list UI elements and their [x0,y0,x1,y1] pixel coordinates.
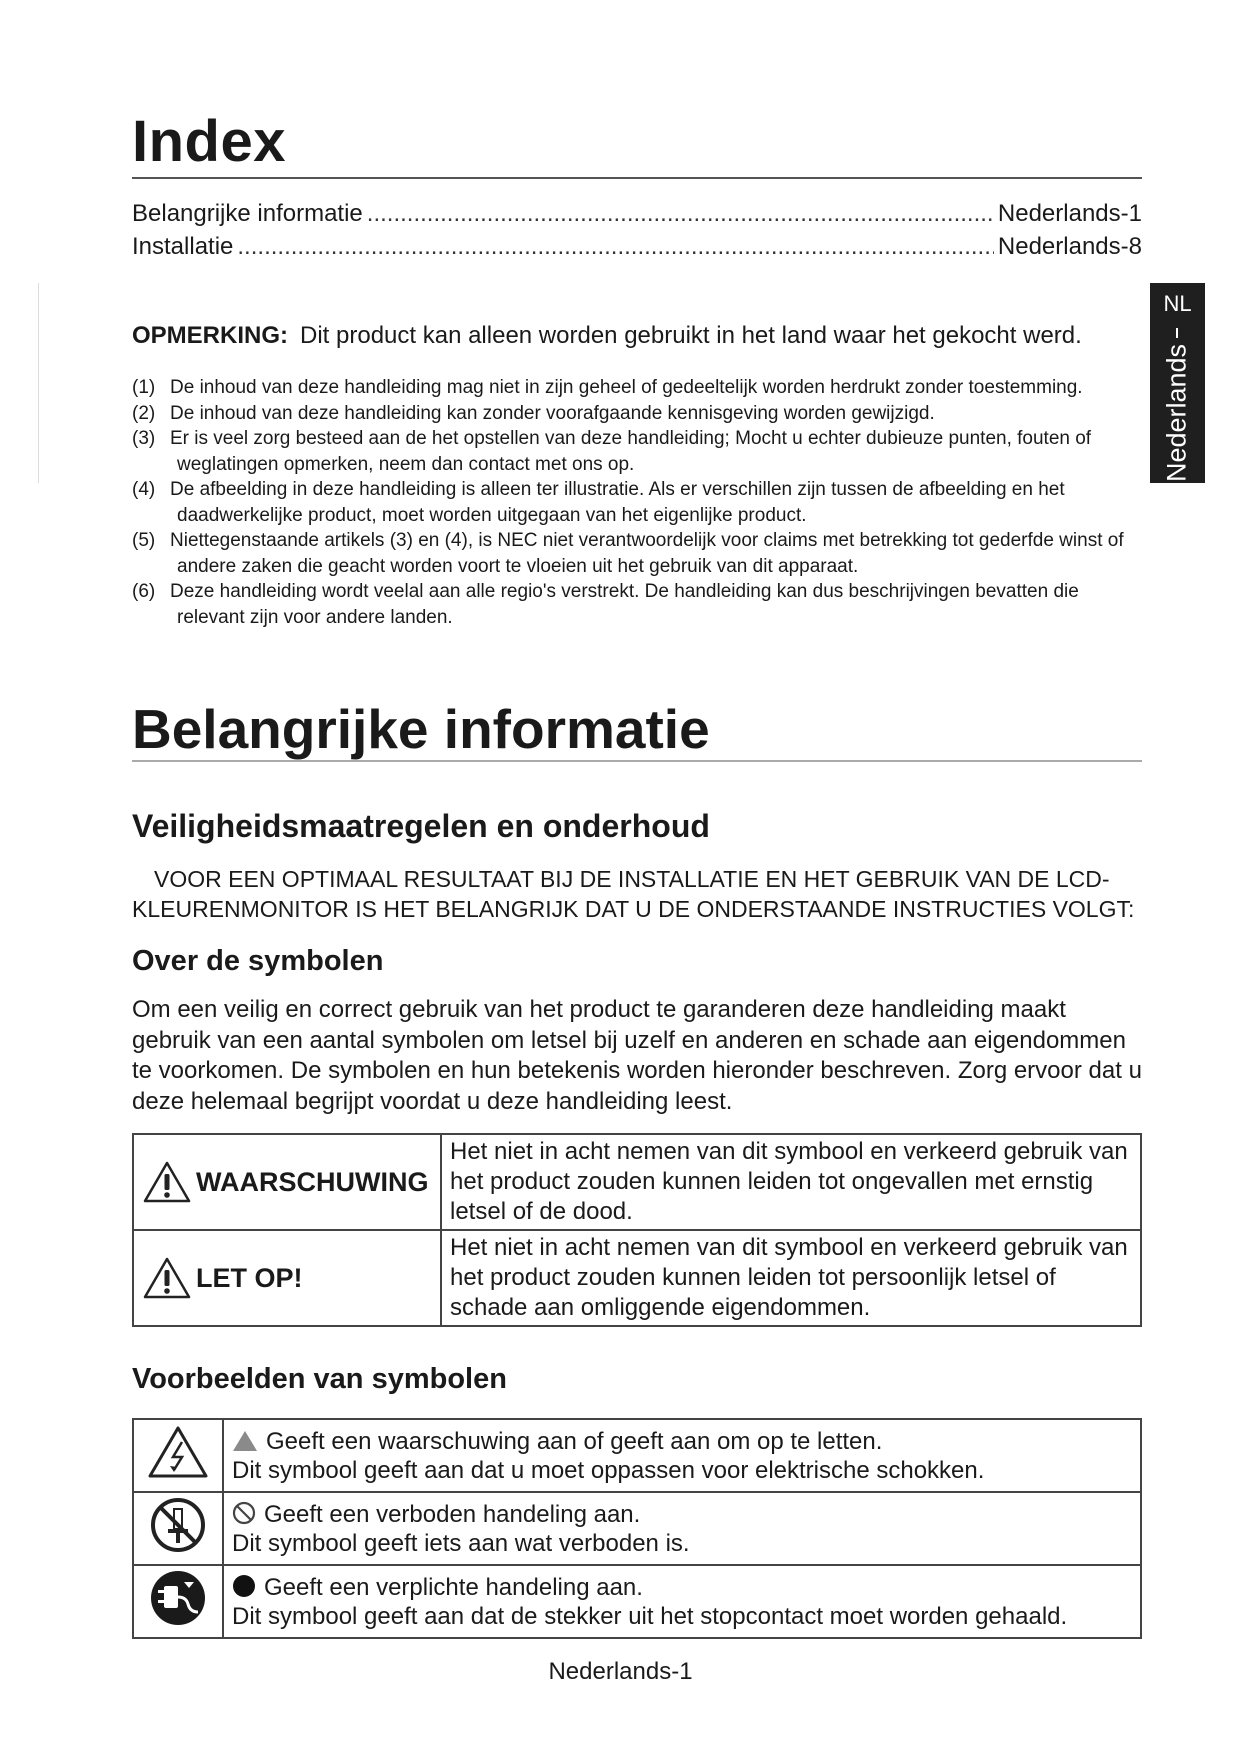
section-title: Belangrijke informatie [132,698,710,760]
toc-entry-label: Installatie [132,233,234,260]
gray-triangle-icon [232,1430,258,1452]
example-line-2: Dit symbool geeft iets aan wat verboden is. [232,1529,690,1557]
toc-entry-label: Belangrijke informatie [132,200,363,227]
list-item-text: Er is veel zorg besteed aan de het opstellen van deze handleiding; Mocht u echter dubieuze punten, fouten of weglatingen opmerken, neem dan contact met ons op. [170,428,1092,475]
example-description [223,1565,1141,1638]
toc-entry[interactable] [132,233,1142,261]
tab-separator [1176,328,1178,338]
toc-entry-page: Nederlands-1 [997,200,1142,227]
section-divider [132,760,1142,762]
example-line-1: Geeft een verboden handeling aan. [264,1500,641,1528]
table-row [133,1134,1141,1230]
list-item-number: (5) [132,530,156,551]
note [132,322,1082,350]
language-name: Nederlands [1161,343,1192,483]
safety-heading: Veiligheidsmaatregelen en onderhoud [132,808,710,844]
do-not-disassemble-icon [148,1495,208,1555]
list-item-number: (1) [132,377,156,398]
symbol-label-cell [133,1134,441,1230]
instruction-notice [132,864,1142,924]
electric-shock-warning-icon [146,1424,210,1480]
list-item [132,579,1142,630]
index-heading: Index [132,109,286,174]
symbol-label: WAARSCHUWING [196,1166,429,1197]
example-icon-cell [133,1419,223,1492]
page-number: Nederlands-1 [548,1658,693,1685]
list-item-number: (4) [132,479,156,500]
symbols-paragraph: Om een veilig en correct gebruik van het product te garanderen deze handleiding maakt gebruik van een aantal symbolen om letsel bij uzelf en anderen en schade aan eigendommen te voorkomen. De symbolen en hun betekenis worden hieronder beschreven. Zorg ervoor dat u deze helemaal begrijpt voordat u deze handleiding leest. [132,996,1142,1115]
prohibition-circle-icon [232,1501,256,1525]
example-description [223,1419,1141,1492]
language-code: NL [1163,291,1192,316]
list-item-number: (3) [132,428,156,449]
table-row [133,1230,1141,1326]
symbol-label: LET OP! [196,1262,303,1293]
symbol-label-cell [133,1230,441,1326]
toc-entry-page: Nederlands-8 [997,233,1142,260]
examples-heading: Voorbeelden van symbolen [132,1363,507,1395]
margin-line [38,283,39,483]
list-item-text: De inhoud van deze handleiding kan zonder voorafgaande kennisgeving worden gewijzigd. [170,402,935,424]
symbol-examples-table [132,1418,1142,1639]
toc-leader-dots [367,200,994,228]
note-label: OPMERKING: [132,322,288,349]
instruction-notice-text: VOOR EEN OPTIMAAL RESULTAAT BIJ DE INSTALLATIE EN HET GEBRUIK VAN DE LCD-KLEURENMONITOR IS HET BELANGRIJK DAT U DE ONDERSTAANDE INSTRUCTIES VOLGT: [132,866,1135,922]
list-item-text: De inhoud van deze handleiding mag niet in zijn geheel of gedeeltelijk worden herdrukt zonder toestemming. [170,377,1083,398]
black-dot-icon [232,1574,256,1598]
table-row [133,1492,1141,1565]
example-line-2: Dit symbool geeft aan dat de stekker uit het stopcontact moet worden gehaald. [232,1602,1068,1630]
example-description [223,1492,1141,1565]
index-divider [132,177,1142,179]
list-item [132,426,1142,477]
example-line-2: Dit symbool geeft aan dat u moet oppassen voor elektrische schokken. [232,1456,985,1484]
table-row [133,1565,1141,1638]
numbered-list [132,375,1142,630]
list-item [132,401,1142,427]
example-line-1: Geeft een verplichte handeling aan. [264,1573,643,1601]
symbol-meaning-table [132,1133,1142,1327]
toc-entry[interactable] [132,200,1142,228]
example-icon-cell [133,1565,223,1638]
list-item [132,528,1142,579]
list-item-text: Deze handleiding wordt veelal aan alle regio's verstrekt. De handleiding kan dus beschrijvingen bevatten die relevant zijn voor andere landen. [170,581,1079,628]
caution-triangle-icon [142,1256,192,1300]
note-text: Dit product kan alleen worden gebruikt in het land waar het gekocht werd. [300,322,1082,349]
symbol-description: Het niet in acht nemen van dit symbool en verkeerd gebruik van het product zouden kunnen leiden tot persoonlijk letsel of schade aan omliggende eigendommen. [441,1230,1141,1326]
warning-triangle-icon [142,1160,192,1204]
example-line-1: Geeft een waarschuwing aan of geeft aan om op te letten. [266,1427,883,1455]
unplug-icon [148,1568,208,1628]
symbols-heading: Over de symbolen [132,945,384,977]
list-item-number: (2) [132,402,156,424]
language-side-tab [1150,283,1205,483]
table-row [133,1419,1141,1492]
list-item-text: Niettegenstaande artikels (3) en (4), is NEC niet verantwoordelijk voor claims met betrekking tot gederfde winst of andere zaken die geacht worden voort te vloeien uit het gebruik van dit apparaat. [170,530,1124,577]
symbol-description: Het niet in acht nemen van dit symbool en verkeerd gebruik van het product zouden kunnen leiden tot ongevallen met ernstig letsel of de dood. [441,1134,1141,1230]
list-item-text: De afbeelding in deze handleiding is alleen ter illustratie. Als er verschillen zijn tussen de afbeelding en het daadwerkelijke product, moet worden uitgegaan van het eigenlijke product. [170,479,1065,526]
example-icon-cell [133,1492,223,1565]
toc-leader-dots [237,233,994,261]
list-item [132,477,1142,528]
list-item [132,375,1142,401]
list-item-number: (6) [132,581,156,602]
